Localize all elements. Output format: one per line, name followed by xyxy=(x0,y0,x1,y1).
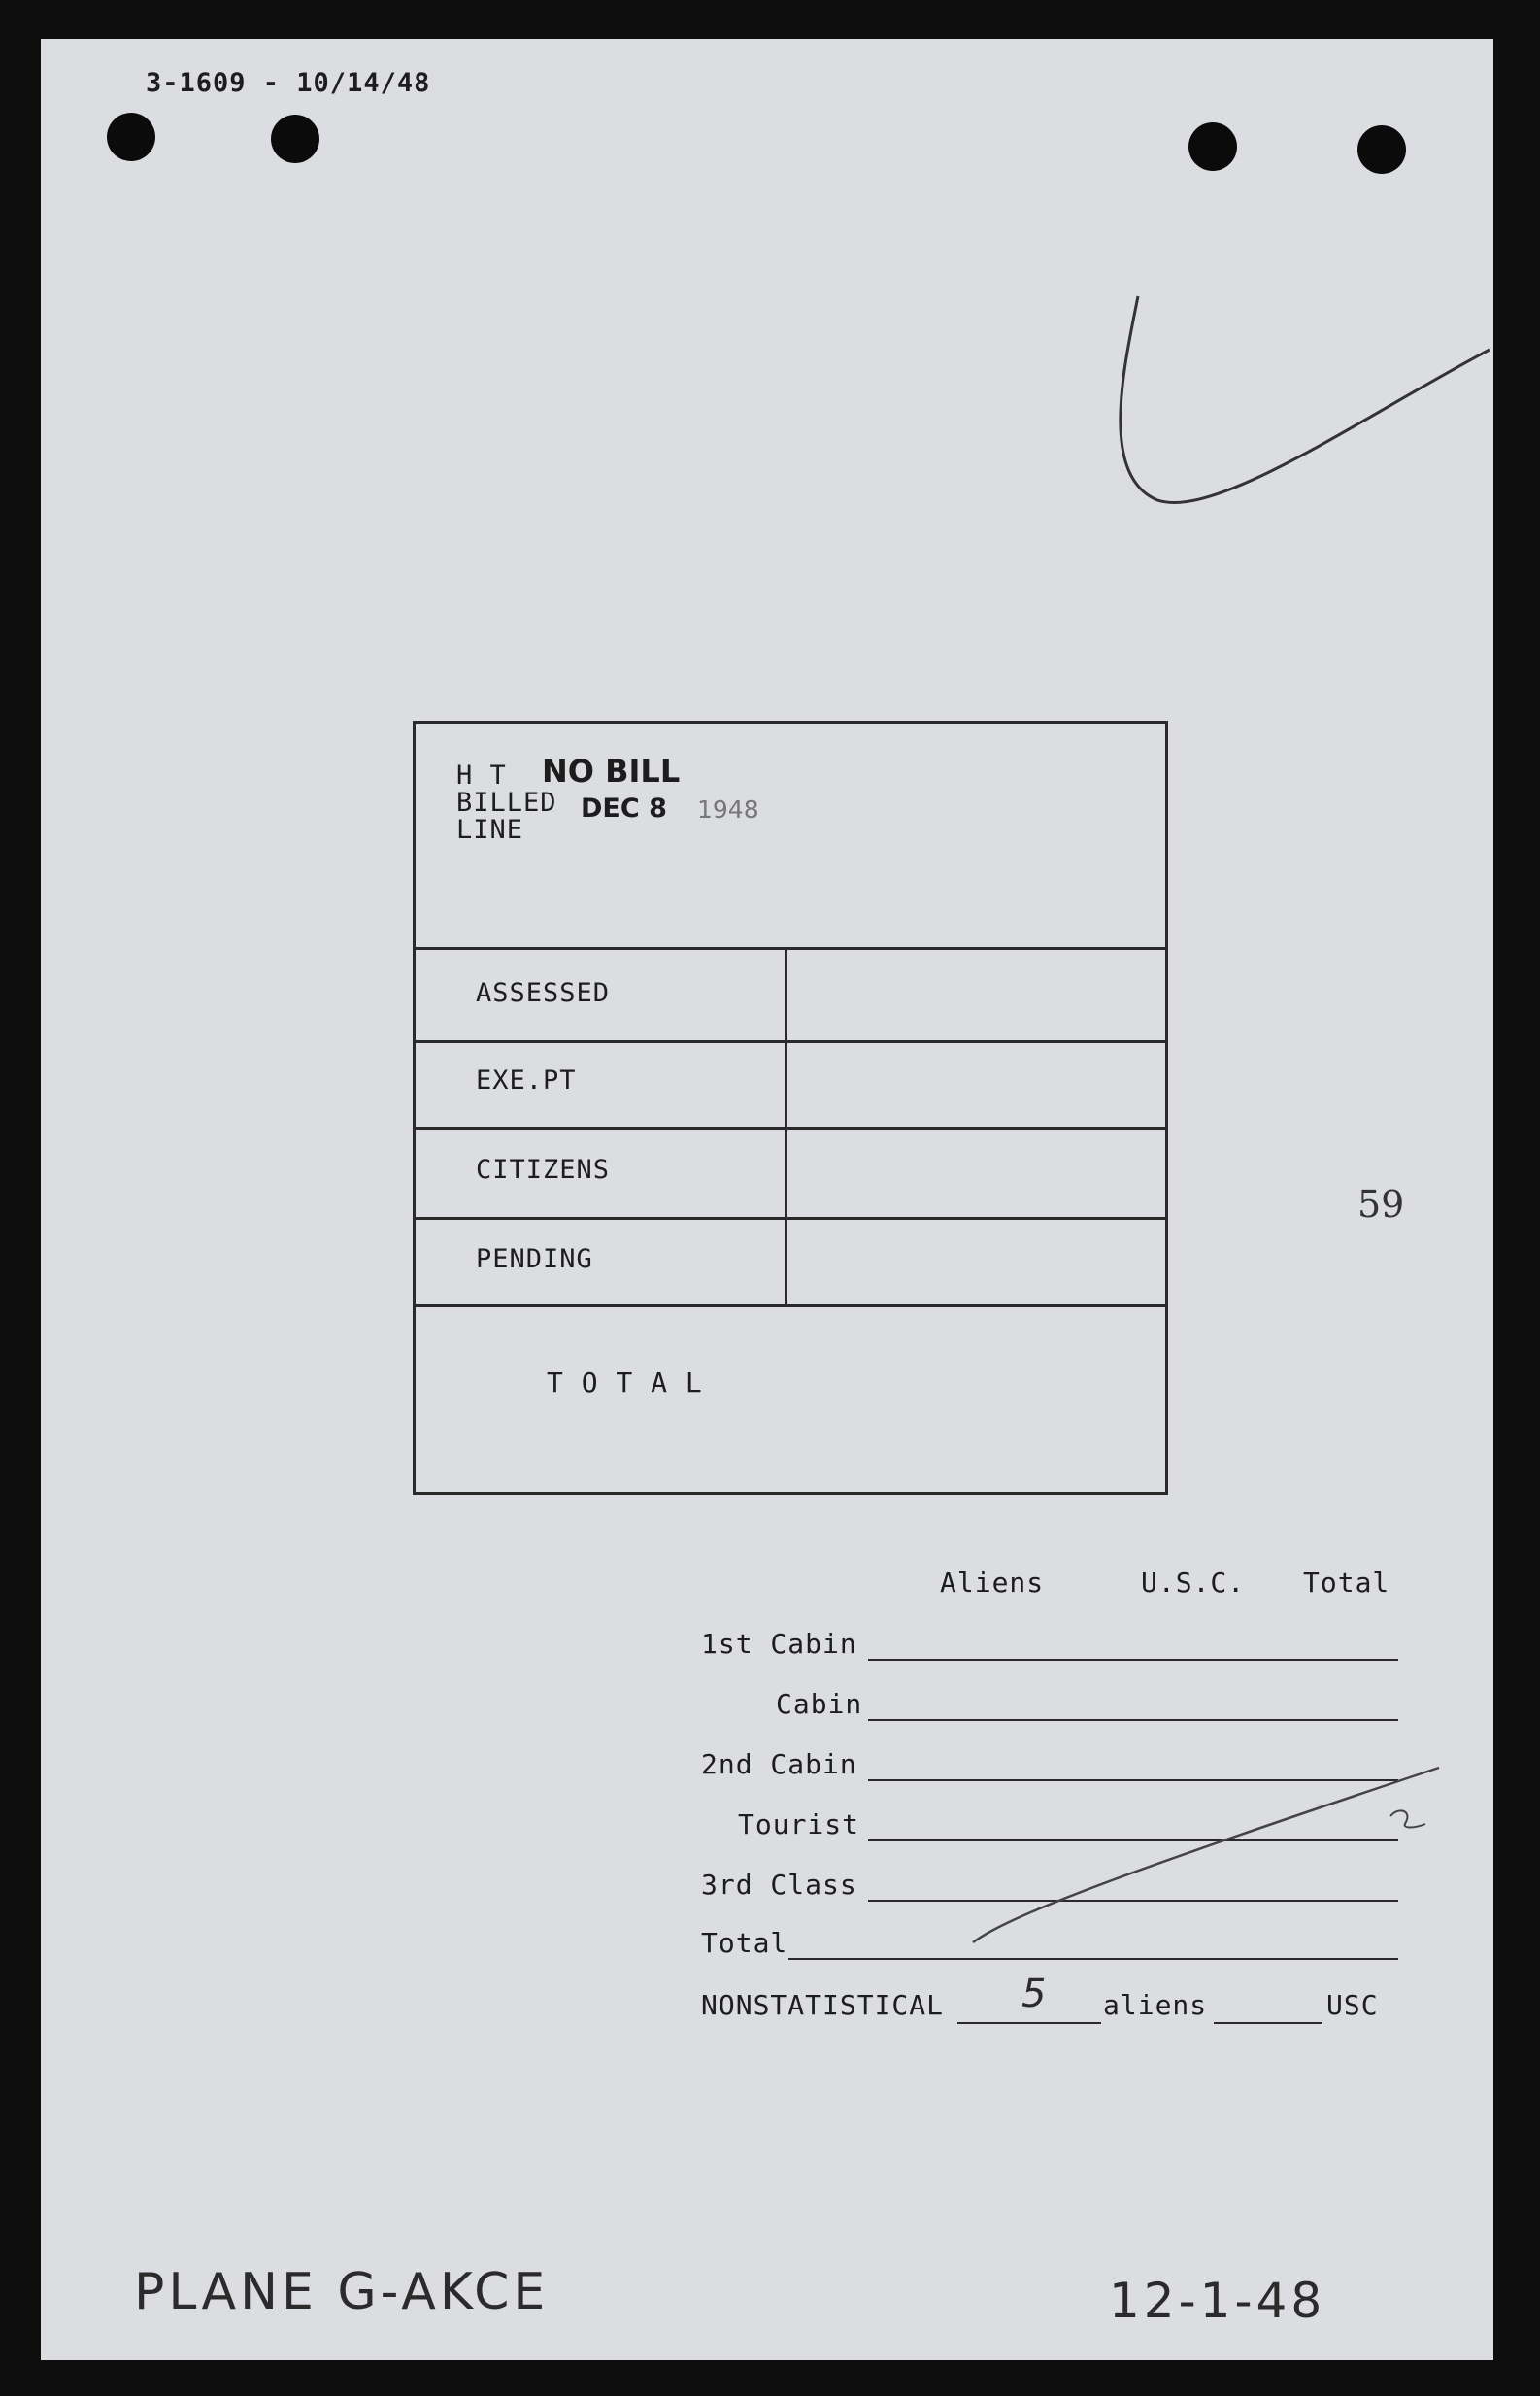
col-header-aliens: Aliens xyxy=(940,1567,1045,1599)
tally-row-2nd-cabin: 2nd Cabin xyxy=(701,1748,857,1780)
punch-hole-1 xyxy=(107,113,155,161)
total-label: T O T A L xyxy=(547,1367,703,1399)
nonstat-aliens-value: 5 xyxy=(1021,1972,1047,2016)
punch-hole-4 xyxy=(1357,125,1406,174)
nonstat-usc-line xyxy=(1214,2022,1322,2024)
box-divider-3 xyxy=(416,1127,1165,1130)
aliens-label: aliens xyxy=(1103,1989,1208,2021)
handwritten-plane: PLANE G-AKCE xyxy=(134,2263,550,2321)
tally-row-cabin: Cabin xyxy=(776,1688,863,1720)
tally-line-cabin xyxy=(868,1719,1398,1721)
date-stamp-year: 1948 xyxy=(697,795,759,824)
punch-hole-2 xyxy=(271,115,319,163)
row-pending: PENDING xyxy=(476,1244,593,1274)
nonstat-aliens-line xyxy=(957,2022,1101,2024)
row-exempt: EXE.PT xyxy=(476,1065,577,1096)
box-divider-4 xyxy=(416,1217,1165,1220)
col-header-total: Total xyxy=(1303,1567,1390,1599)
assessment-box xyxy=(413,721,1168,1495)
box-header-billed: BILLED xyxy=(456,788,557,818)
col-header-usc: U.S.C. xyxy=(1141,1567,1246,1599)
pen-strike-line xyxy=(954,1729,1497,1962)
tally-row-tourist: Tourist xyxy=(738,1808,860,1840)
tally-line-1st-cabin xyxy=(868,1659,1398,1661)
box-divider-1 xyxy=(416,947,1165,950)
box-header-ht: H T xyxy=(456,760,507,791)
document-page xyxy=(41,39,1493,2360)
usc-label: USC xyxy=(1326,1989,1379,2021)
tally-row-total: Total xyxy=(701,1927,788,1959)
tally-row-1st-cabin: 1st Cabin xyxy=(701,1628,857,1660)
document-reference: 3-1609 - 10/14/48 xyxy=(146,68,431,98)
pen-check-mark xyxy=(1070,253,1497,563)
row-citizens: CITIZENS xyxy=(476,1155,611,1185)
box-column-divider xyxy=(785,947,787,1304)
row-assessed: ASSESSED xyxy=(476,978,611,1008)
box-divider-5 xyxy=(416,1304,1165,1307)
no-bill-stamp: NO BILL xyxy=(542,753,681,790)
box-divider-2 xyxy=(416,1040,1165,1043)
side-number: 59 xyxy=(1357,1183,1405,1226)
date-stamp-month: DEC 8 xyxy=(581,793,667,824)
tally-row-3rd-class: 3rd Class xyxy=(701,1869,857,1901)
nonstatistical-label: NONSTATISTICAL xyxy=(701,1989,945,2021)
handwritten-date: 12-1-48 xyxy=(1109,2273,1326,2329)
punch-hole-3 xyxy=(1188,122,1237,171)
box-header-line: LINE xyxy=(456,815,524,845)
